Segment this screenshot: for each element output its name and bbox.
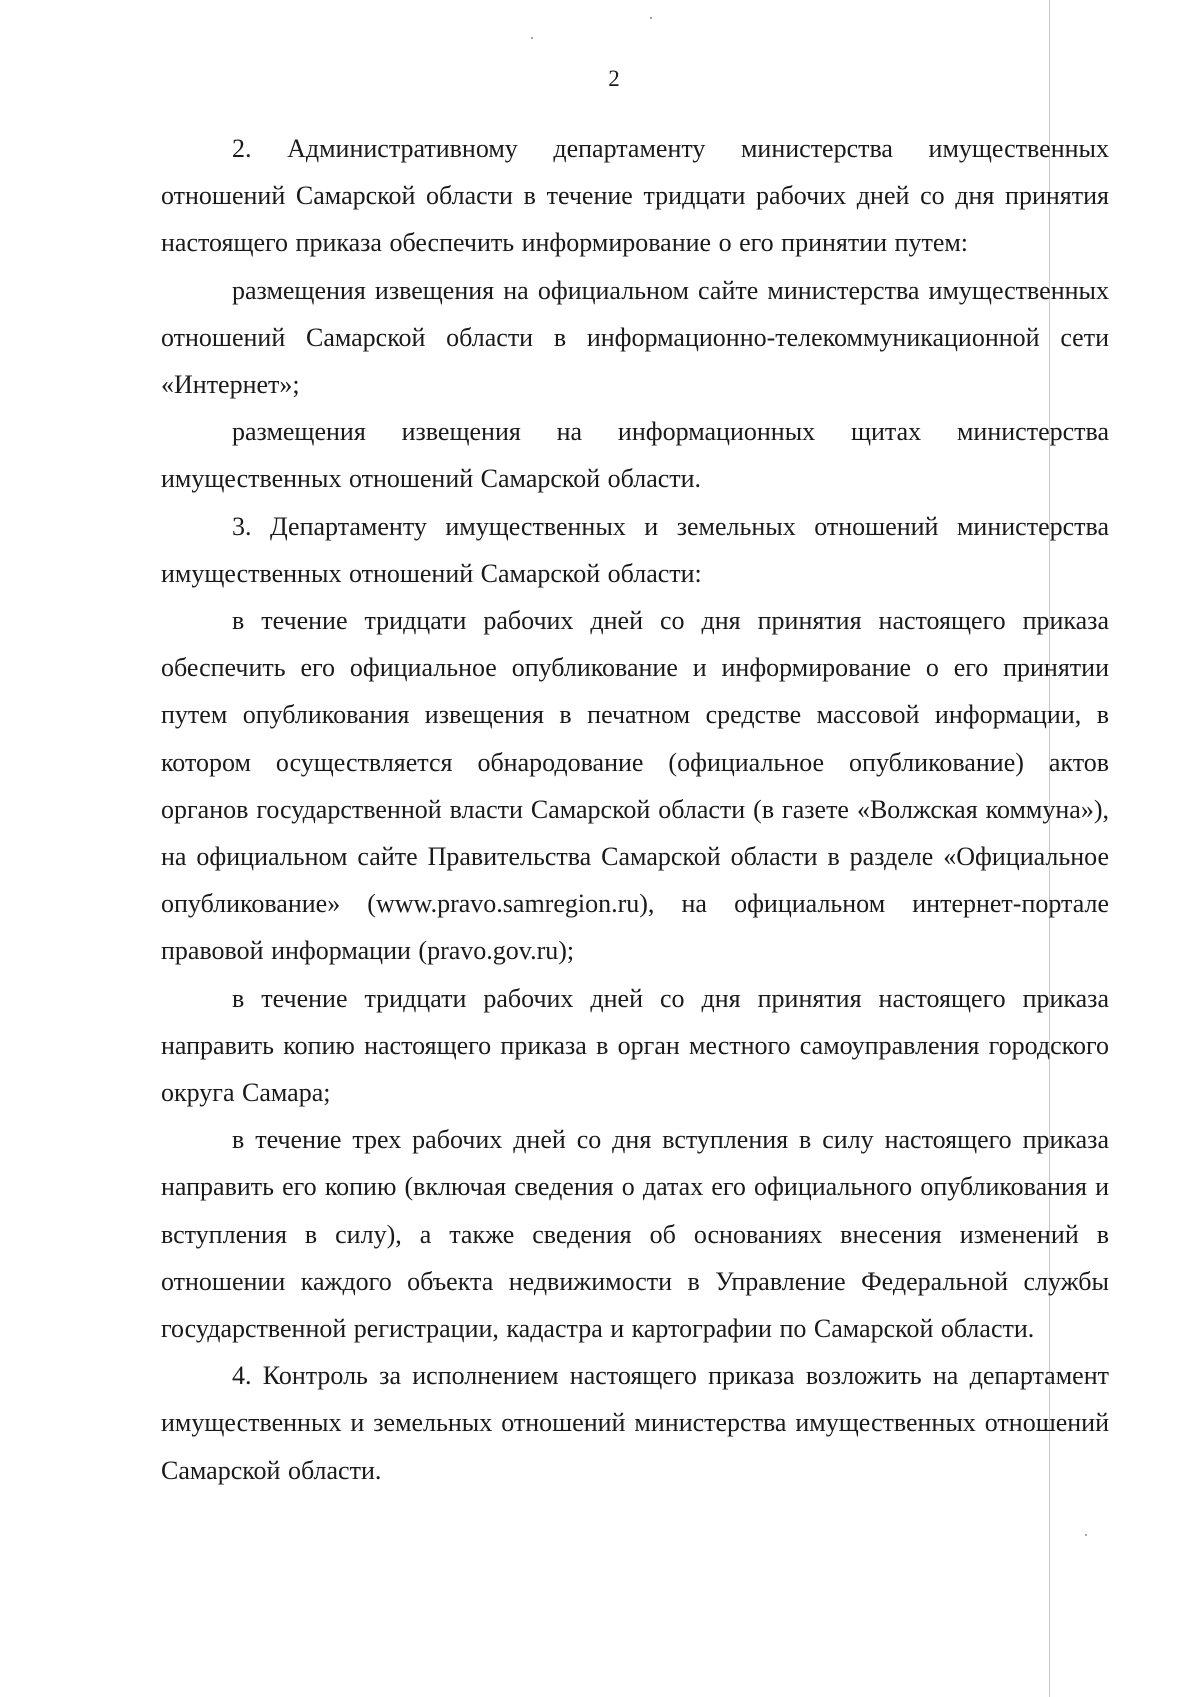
paragraph-item-3: 3. Департаменту имущественных и земельных отношений министерства имущественных отношений Самарской области:: [161, 511, 1109, 588]
scan-speck: [650, 17, 652, 19]
paragraph-item-2: 2. Административному департаменту министерства имущественных отношений Самарской области в течение тридцати рабочих дней со дня принятия настоящего приказа обеспечить информирование о его принятии путем:: [161, 134, 1109, 258]
paragraph-website-notice: размещения извещения на официальном сайте министерства имущественных отношений Самарской области в информационно-телекоммуникационной сети «Интернет»;: [161, 275, 1109, 400]
page-number: 2: [608, 66, 620, 91]
paragraph-copy-to-rosreestr: в течение трех рабочих дней со дня вступления в силу настоящего приказа направить его копию (включая сведения о датах его официального опубликования и вступления в силу), а также сведения об основаниях внесения изменений в отношении каждого объекта недвижимости в Управление Федеральной службы государственной регистрации, кадастра и картографии по Самарской области.: [161, 1125, 1109, 1344]
paragraph-boards-notice: размещения извещения на информационных щитах министерства имущественных отношений Самарской области.: [161, 417, 1109, 494]
scan-speck: [1085, 1534, 1087, 1536]
document-body: [161, 125, 1109, 1494]
scan-speck: [531, 37, 533, 39]
paragraph-copy-to-samara: в течение тридцати рабочих дней со дня принятия настоящего приказа направить копию настоящего приказа в орган местного самоуправления городского округа Самара;: [161, 983, 1109, 1108]
paragraph-item-4: 4. Контроль за исполнением настоящего приказа возложить на департамент имущественных и земельных отношений министерства имущественных отношений Самарской области.: [161, 1361, 1109, 1485]
paragraph-publication: в течение тридцати рабочих дней со дня принятия настоящего приказа обеспечить его официальное опубликование и информирование о его принятии путем опубликования извещения в печатном средстве массовой информации, в котором осуществляется обнародование (официальное опубликование) актов органов государственной власти Самарской области (в газете «Волжская коммуна»), на официальном сайте Правительства Самарской области в разделе «Официальное опубликование» (www.pravo.samregion.ru), на официальном интернет-портале правовой информации (pravo.gov.ru);: [161, 606, 1109, 966]
